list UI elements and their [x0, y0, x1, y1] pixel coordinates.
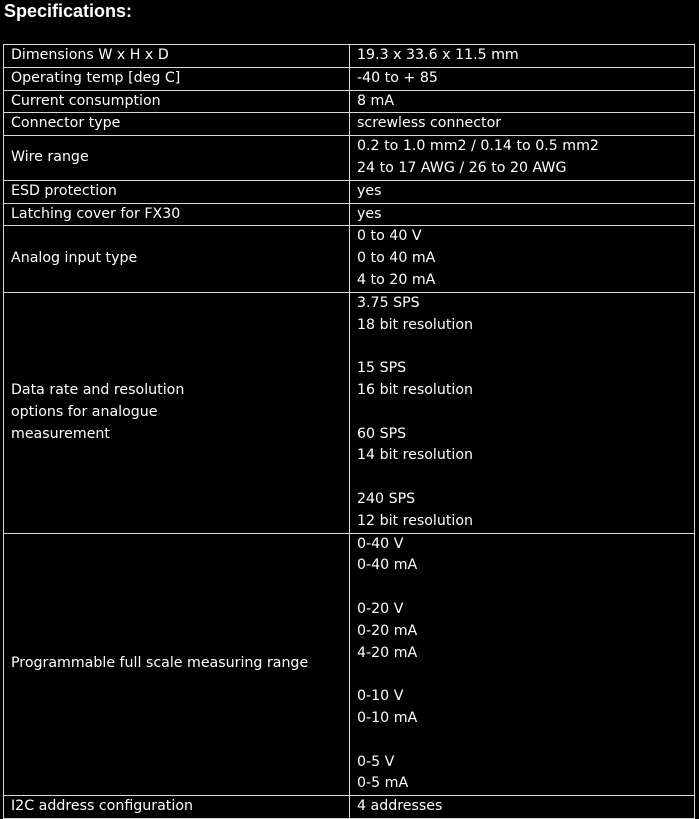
spec-row — [4, 113, 695, 136]
spec-value-cell — [350, 45, 695, 68]
spec-label: Dimensions W x H x D — [11, 47, 169, 63]
spec-value: 12 bit resolution — [357, 512, 474, 529]
spec-value: 15 SPS — [357, 360, 407, 377]
spec-value: 0 to 40 V — [357, 228, 422, 245]
spec-row — [4, 67, 695, 90]
spec-value: 0-40 mA — [357, 557, 418, 574]
spec-label: ESD protection — [11, 182, 117, 199]
spec-label: options for analogue — [11, 403, 158, 420]
spec-value-cell — [350, 796, 695, 819]
spec-label-cell — [4, 113, 350, 136]
spec-label-cell — [4, 203, 350, 226]
spec-label: Programmable full scale measuring range — [11, 655, 309, 672]
spec-value: yes — [357, 182, 382, 199]
spec-value: 240 SPS — [357, 490, 416, 507]
spec-row — [4, 203, 695, 226]
spec-label-cell — [4, 292, 350, 533]
spec-value: 60 SPS — [357, 425, 407, 442]
spec-value: 8 mA — [357, 92, 395, 109]
spec-value-cell — [350, 203, 695, 226]
spec-label: Data rate and resolution — [11, 381, 185, 398]
spec-value-cell — [350, 180, 695, 203]
specifications-table — [3, 44, 695, 819]
spec-value-spacer — [357, 336, 687, 358]
spec-value: 19.3 x 33.6 x 11.5 mm — [357, 47, 519, 63]
spec-value-cell — [350, 292, 695, 533]
spec-label: Connector type — [11, 115, 121, 132]
spec-row — [4, 226, 695, 292]
spec-label-cell — [4, 136, 350, 181]
spec-value-spacer — [357, 664, 687, 686]
spec-label: Analog input type — [11, 250, 138, 267]
spec-value-cell — [350, 67, 695, 90]
spec-value-cell — [350, 226, 695, 292]
spec-row — [4, 90, 695, 113]
spec-label: Wire range — [11, 149, 89, 166]
spec-value-spacer — [357, 577, 687, 599]
spec-label-cell — [4, 533, 350, 796]
spec-value: 0-40 V — [357, 535, 404, 552]
spec-value: 4 to 20 mA — [357, 271, 436, 288]
spec-row — [4, 180, 695, 203]
spec-value: 0-20 mA — [357, 622, 418, 639]
spec-label: Current consumption — [11, 92, 161, 109]
spec-value-cell — [350, 136, 695, 181]
spec-label-cell — [4, 796, 350, 819]
spec-value: 4 addresses — [357, 798, 443, 815]
spec-value: -40 to + 85 — [357, 69, 438, 86]
spec-label: Operating temp [deg C] — [11, 69, 181, 86]
spec-value-spacer — [357, 402, 687, 424]
spec-value: 0-5 mA — [357, 775, 409, 792]
spec-value-spacer — [357, 467, 687, 489]
spec-label-cell — [4, 67, 350, 90]
spec-value: 0-20 V — [357, 600, 404, 617]
spec-value-cell — [350, 113, 695, 136]
spec-value: 4-20 mA — [357, 644, 418, 661]
spec-row — [4, 796, 695, 819]
spec-label: measurement — [11, 425, 110, 442]
spec-value: 0-5 V — [357, 753, 395, 770]
page-title: Specifications: — [4, 1, 133, 21]
spec-value: 24 to 17 AWG / 26 to 20 AWG — [357, 159, 567, 176]
spec-value-cell — [350, 533, 695, 796]
spec-row — [4, 533, 695, 796]
spec-value: 0 to 40 mA — [357, 250, 436, 267]
spec-label-cell — [4, 90, 350, 113]
spec-row — [4, 136, 695, 181]
spec-value: yes — [357, 205, 382, 222]
spec-value-spacer — [357, 730, 687, 752]
spec-row — [4, 45, 695, 68]
spec-value: 0-10 mA — [357, 709, 418, 726]
spec-value: 0.2 to 1.0 mm2 / 0.14 to 0.5 mm2 — [357, 138, 599, 155]
spec-value: 14 bit resolution — [357, 447, 474, 464]
spec-value: 3.75 SPS — [357, 294, 420, 311]
spec-label: Latching cover for FX30 — [11, 205, 181, 222]
specifications-table-body — [4, 45, 695, 819]
spec-label-cell — [4, 45, 350, 68]
spec-value-cell — [350, 90, 695, 113]
spec-value: 16 bit resolution — [357, 381, 474, 398]
spec-label-cell — [4, 226, 350, 292]
spec-row — [4, 292, 695, 533]
spec-label: I2C address configuration — [11, 798, 193, 815]
spec-value: 0-10 V — [357, 688, 404, 705]
spec-label-cell — [4, 180, 350, 203]
spec-value: screwless connector — [357, 115, 502, 132]
spec-value: 18 bit resolution — [357, 316, 474, 333]
